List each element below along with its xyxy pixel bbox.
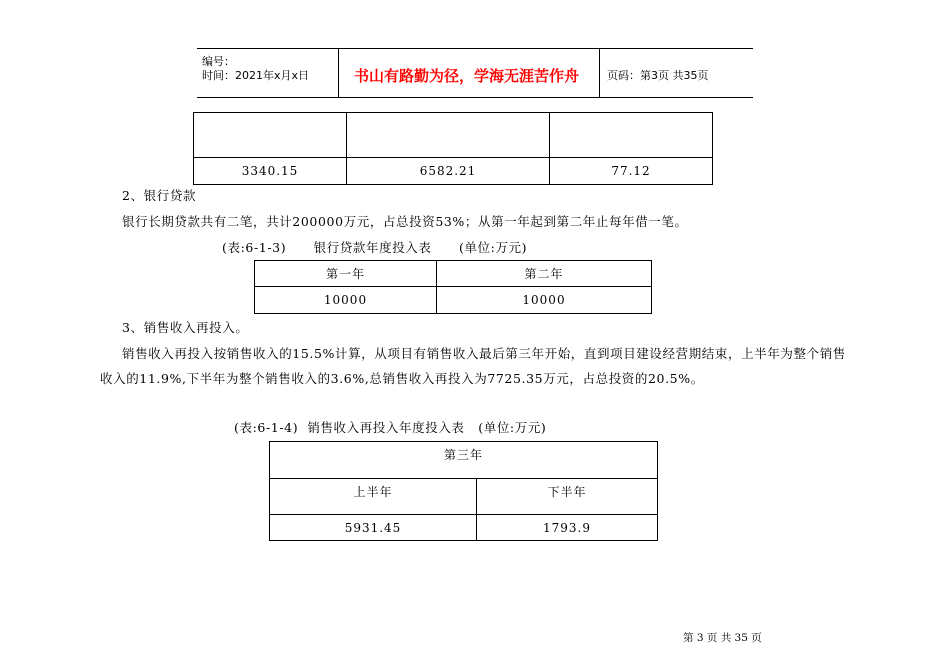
table-cell (550, 113, 713, 158)
header-page-label: 页码：第3页 共35页 (607, 69, 709, 82)
table-cell (194, 113, 347, 158)
table-cell: 77.12 (550, 158, 713, 185)
table-header-cell: 第二年 (437, 261, 652, 287)
table-cell: 1793.9 (477, 515, 658, 541)
caption-table-6-1-4: (表:6-1-4) 销售收入再投入年度投入表 (单位:万元) (234, 420, 547, 435)
table-header-cell: 上半年 (270, 479, 477, 515)
header-motto-cell (338, 49, 600, 97)
caption-table-6-1-3: (表:6-1-3) 银行贷款年度投入表 (单位:万元) (222, 240, 528, 255)
paragraph-sales-reinvest-line1: 销售收入再投入按销售收入的15.5%计算，从项目有销售收入最后第三年开始，直到项目建设经营期结束，上半年为整个销售 (122, 346, 846, 361)
header-page-cell (600, 49, 753, 97)
table-header-cell: 第一年 (255, 261, 437, 287)
table-cell: 10000 (255, 287, 437, 314)
page-header (197, 48, 753, 98)
table-cell: 6582.21 (347, 158, 550, 185)
table-investment-continued (193, 112, 713, 185)
paragraph-bank-loan: 银行长期贷款共有二笔，共计200000万元，占总投资53%；从第一年起到第二年止每年借一笔。 (122, 214, 688, 229)
table-cell: 3340.15 (194, 158, 347, 185)
table-sales-reinvest (269, 441, 658, 541)
table-cell: 5931.45 (270, 515, 477, 541)
serial-label: 编号： (202, 55, 235, 68)
section-heading-sales-reinvest: 3、销售收入再投入。 (122, 320, 249, 335)
table-header-cell: 第三年 (270, 442, 658, 479)
table-bank-loan (254, 260, 652, 314)
table-cell: 10000 (437, 287, 652, 314)
section-heading-bank-loan: 2、银行贷款 (122, 188, 197, 203)
table-cell (347, 113, 550, 158)
header-meta (197, 49, 339, 97)
paragraph-sales-reinvest-line2: 收入的11.9%,下半年为整个销售收入的3.6%,总销售收入再投入为7725.35万元，占总投资的20.5%。 (100, 371, 704, 386)
date-label: 时间：2021年x月x日 (202, 69, 310, 82)
page-footer: 第 3 页 共 35 页 (683, 632, 762, 644)
table-header-cell: 下半年 (477, 479, 658, 515)
header-motto: 书山有路勤为径，学海无涯苦作舟 (354, 67, 580, 85)
